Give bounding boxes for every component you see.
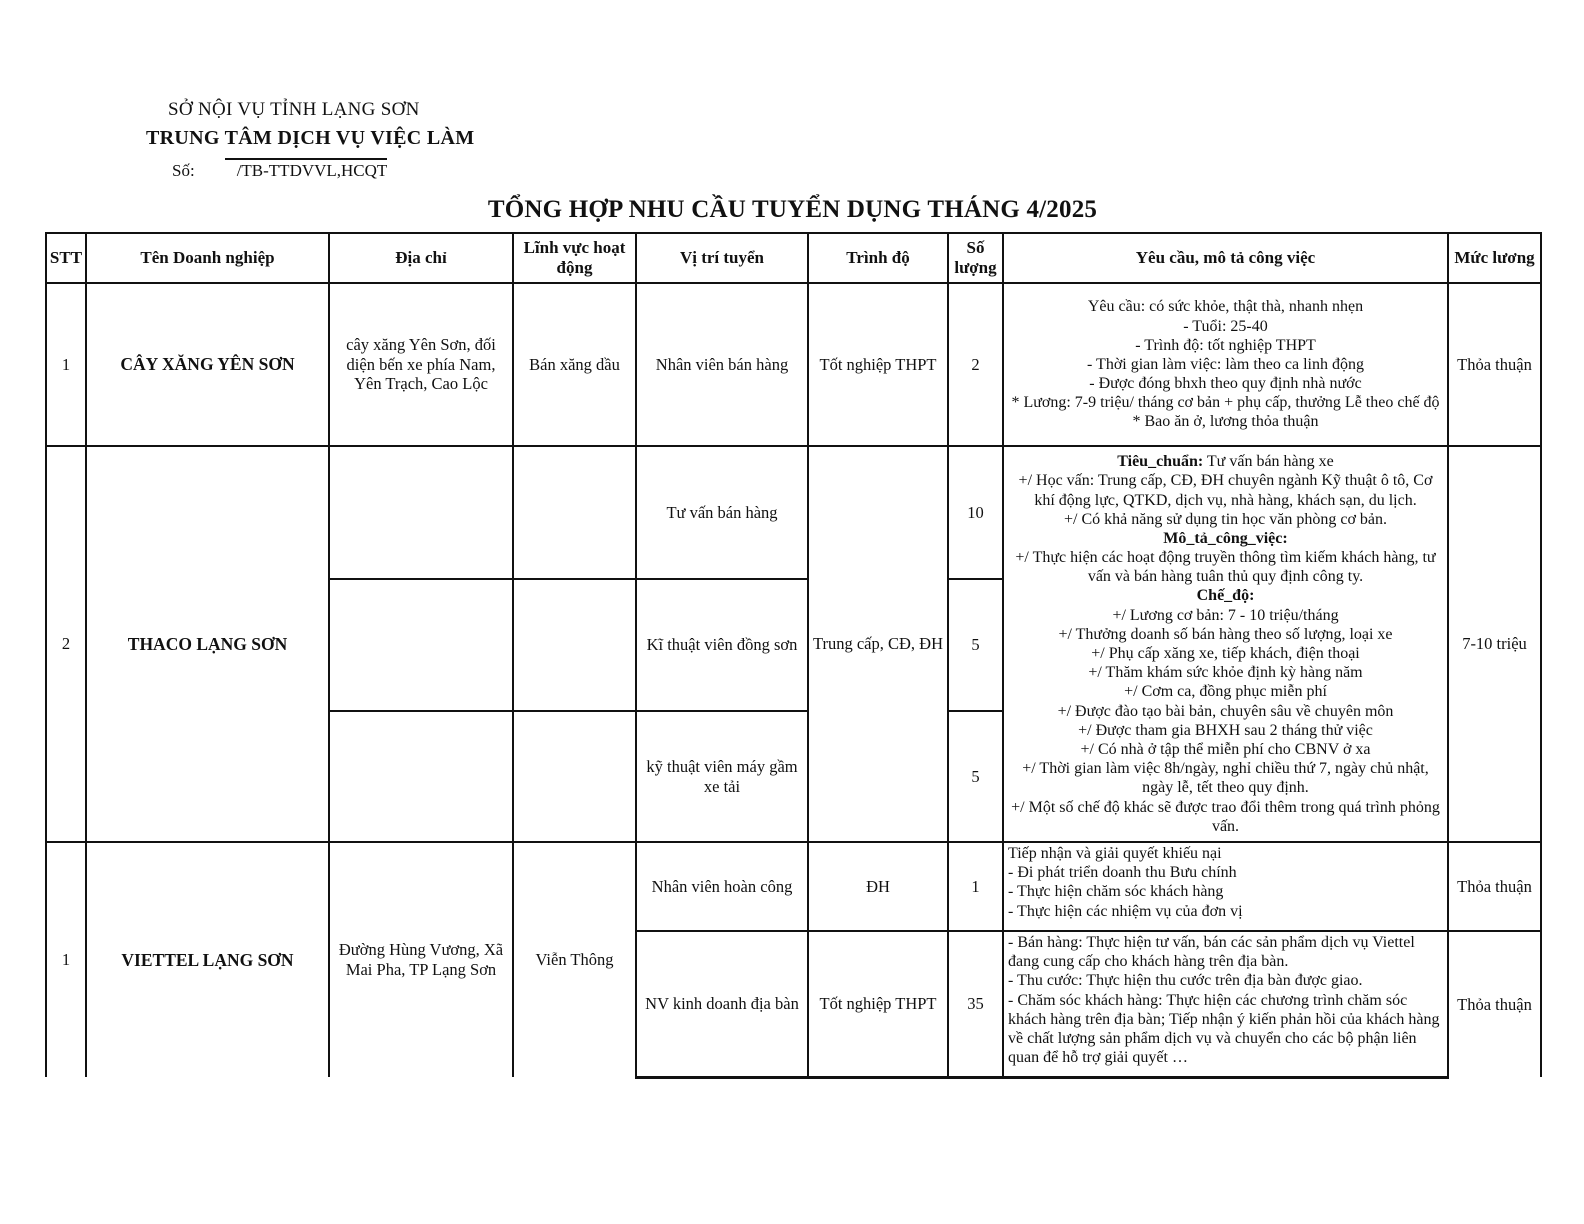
cell-degree: Trung cấp, CĐ, ĐH: [808, 446, 948, 842]
cell-stt: 1: [46, 842, 86, 1077]
table-row: [46, 842, 1541, 931]
requirement-line: +/ Được tham gia BHXH sau 2 tháng thử việc: [1078, 721, 1373, 739]
cell-requirements: [1003, 931, 1448, 1077]
requirement-line: +/ Có khả năng sử dụng tin học văn phòng cơ bản.: [1064, 510, 1387, 528]
cell-company: CÂY XĂNG YÊN SƠN: [86, 283, 329, 446]
recruitment-table: [45, 232, 1542, 1079]
cell-field: Bán xăng dầu: [513, 283, 636, 446]
requirement-line: +/ Phụ cấp xăng xe, tiếp khách, điện thoại: [1091, 645, 1360, 662]
document-number-line: [172, 161, 387, 181]
cell-quantity: 35: [948, 931, 1003, 1077]
requirement-line: - Được đóng bhxh theo quy định nhà nước: [1089, 375, 1362, 393]
cell-salary: Thỏa thuận: [1448, 283, 1541, 446]
cell-field: [513, 446, 636, 579]
requirement-line: - Bán hàng: Thực hiện tư vấn, bán các sản phẩm dịch vụ Viettel đang cung cấp cho khách hàng trên địa bàn.: [1008, 934, 1415, 971]
requirement-line: - Thu cước: Thực hiện thu cước trên địa bàn được giao.: [1008, 972, 1363, 990]
cell-quantity: 5: [948, 579, 1003, 711]
requirement-line: - Trình độ: tốt nghiệp THPT: [1135, 336, 1316, 354]
cell-salary: Thỏa thuận: [1448, 931, 1541, 1077]
cell-position: Nhân viên hoàn công: [636, 842, 808, 931]
cell-degree: ĐH: [808, 842, 948, 931]
cell-address: [329, 711, 513, 842]
cell-salary: Thỏa thuận: [1448, 842, 1541, 931]
letterhead-parent-org: SỞ NỘI VỤ TỈNH LẠNG SƠN: [168, 99, 420, 120]
cell-position: Nhân viên bán hàng: [636, 283, 808, 446]
cell-salary: 7-10 triệu: [1448, 446, 1541, 842]
requirement-line: +/ Một số chế độ khác sẽ được trao đổi thêm trong quá trình phỏng vấn.: [1011, 798, 1440, 835]
letterhead-org-name: TRUNG TÂM DỊCH VỤ VIỆC LÀM: [146, 127, 475, 149]
requirement-line: - Thực hiện các nhiệm vụ của đơn vị: [1008, 902, 1243, 920]
cell-requirements: [1003, 283, 1448, 446]
cell-position: Kĩ thuật viên đồng sơn: [636, 579, 808, 711]
cell-position: NV kinh doanh địa bàn: [636, 931, 808, 1077]
requirement-line: * Bao ăn ở, lương thỏa thuận: [1132, 413, 1319, 431]
cell-requirements: [1003, 446, 1448, 842]
requirement-line: - Đi phát triển doanh thu Bưu chính: [1008, 864, 1237, 882]
letterhead-underline: [225, 158, 387, 160]
cell-quantity: 10: [948, 446, 1003, 579]
col-header-field: Lĩnh vực hoạt động: [513, 233, 636, 283]
document-number-value: /TB-TTDVVL,HCQT: [236, 161, 388, 180]
cell-quantity: 1: [948, 842, 1003, 931]
document-number-label: Số:: [172, 161, 195, 180]
col-header-salary: Mức lương: [1448, 233, 1541, 283]
requirement-line: Yêu cầu: có sức khỏe, thật thà, nhanh nhẹn: [1087, 298, 1364, 316]
requirement-line: * Lương: 7-9 triệu/ tháng cơ bản + phụ cấp, thưởng Lễ theo chế độ: [1011, 394, 1440, 412]
cell-quantity: 2: [948, 283, 1003, 446]
requirement-line: +/ Thời gian làm việc 8h/ngày, nghỉ chiều thứ 7, ngày chủ nhật, ngày lễ, tết theo quy định.: [1022, 760, 1429, 797]
cell-stt: 2: [46, 446, 86, 842]
col-header-address: Địa chỉ: [329, 233, 513, 283]
requirement-line: Chế_độ:: [1196, 587, 1255, 605]
requirement-line: +/ Thực hiện các hoạt động truyền thông tìm kiếm khách hàng, tư vấn và bán hàng tuân thủ quy định công ty.: [1015, 549, 1436, 586]
requirement-line: +/ Thăm khám sức khỏe định kỳ hàng năm: [1088, 664, 1363, 682]
requirement-line: - Tuổi: 25-40: [1183, 317, 1268, 335]
table-row: [46, 283, 1541, 446]
requirement-line: +/ Được đào tạo bài bản, chuyên sâu về chuyên môn: [1057, 702, 1394, 720]
cell-company: VIETTEL LẠNG SƠN: [86, 842, 329, 1077]
col-header-degree: Trình độ: [808, 233, 948, 283]
cell-address: Đường Hùng Vương, Xã Mai Pha, TP Lạng Sơn: [329, 842, 513, 1077]
cell-address: [329, 579, 513, 711]
table-header-row: [46, 233, 1541, 283]
col-header-stt: STT: [46, 233, 86, 283]
cell-degree: Tốt nghiệp THPT: [808, 283, 948, 446]
cell-quantity: 5: [948, 711, 1003, 842]
requirement-line: +/ Học vấn: Trung cấp, CĐ, ĐH chuyên ngành Kỹ thuật ô tô, Cơ khí động lực, QTKD, dịch vụ, nhà hàng, khách sạn, du lịch.: [1018, 472, 1433, 509]
requirement-line: - Chăm sóc khách hàng: Thực hiện các chương trình chăm sóc khách hàng trên địa bàn; Tiếp nhận ý kiến phản hồi của khách hàng về chất lượng sản phẩm dịch vụ và chuyển cho các bộ phận liên quan để hỗ trợ giải quyết …: [1008, 991, 1440, 1067]
col-header-quantity: Số lượng: [948, 233, 1003, 283]
table-row: [46, 446, 1541, 579]
requirement-line: Tiêu_chuẩn: Tư vấn bán hàng xe: [1117, 453, 1334, 471]
requirement-line: +/ Lương cơ bản: 7 - 10 triệu/tháng: [1112, 606, 1339, 624]
requirement-line: +/ Cơm ca, đồng phục miễn phí: [1124, 683, 1327, 701]
cell-position: kỹ thuật viên máy gầm xe tải: [636, 711, 808, 842]
cell-field: [513, 711, 636, 842]
requirement-line: Mô_tả_công_việc:: [1163, 529, 1288, 547]
cell-field: Viễn Thông: [513, 842, 636, 1077]
cell-position: Tư vấn bán hàng: [636, 446, 808, 579]
page-title: TỔNG HỢP NHU CẦU TUYỂN DỤNG THÁNG 4/2025: [487, 196, 1098, 223]
cell-address: [329, 446, 513, 579]
requirement-line: +/ Có nhà ở tập thể miễn phí cho CBNV ở xa: [1080, 740, 1371, 758]
cell-address: cây xăng Yên Sơn, đối diện bến xe phía Nam, Yên Trạch, Cao Lộc: [329, 283, 513, 446]
col-header-position: Vị trí tuyển: [636, 233, 808, 283]
requirement-line: Tiếp nhận và giải quyết khiếu nại: [1008, 845, 1222, 862]
cell-degree: Tốt nghiệp THPT: [808, 931, 948, 1077]
col-header-requirements: Yêu cầu, mô tả công việc: [1003, 233, 1448, 283]
requirement-line: +/ Thưởng doanh số bán hàng theo số lượng, loại xe: [1058, 625, 1393, 643]
requirement-line: - Thời gian làm việc: làm theo ca linh động: [1087, 355, 1364, 373]
cell-stt: 1: [46, 283, 86, 446]
cell-field: [513, 579, 636, 711]
cell-requirements: [1003, 842, 1448, 931]
cell-company: THACO LẠNG SƠN: [86, 446, 329, 842]
col-header-company: Tên Doanh nghiệp: [86, 233, 329, 283]
requirement-line: - Thực hiện chăm sóc khách hàng: [1008, 883, 1224, 901]
